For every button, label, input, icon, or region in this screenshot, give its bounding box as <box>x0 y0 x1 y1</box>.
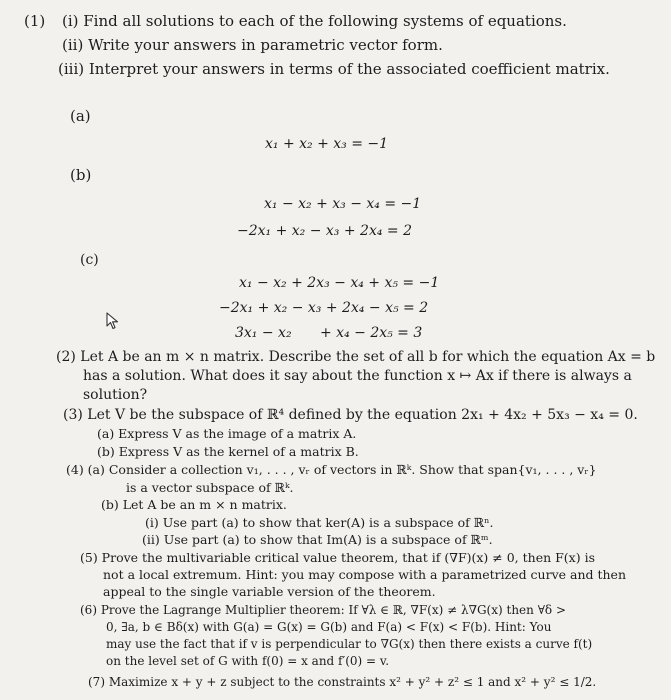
problem-1a-equation: x₁ + x₂ + x₃ = −1 <box>265 136 389 152</box>
problem-1a-label: (a) <box>70 107 91 125</box>
problem-5-line-3: appeal to the single variable version of the theorem. <box>103 584 436 599</box>
problem-1c-equation-1: x₁ − x₂ + 2x₃ − x₄ + x₅ = −1 <box>239 275 440 291</box>
problem-3b: (b) Express V as the kernel of a matrix B. <box>97 444 359 459</box>
problem-4b: (b) Let A be an m × n matrix. <box>101 497 287 512</box>
problem-1c-equation-2: −2x₁ + x₂ − x₃ + 2x₄ − x₅ = 2 <box>219 300 429 316</box>
problem-5-line-1: (5) Prove the multivariable critical value theorem, that if (∇F)(x) ≠ 0, then F(x) is <box>80 550 595 565</box>
problem-2-line-3: solution? <box>83 387 148 403</box>
problem-2-line-2: has a solution. What does it say about the function x ↦ Ax if there is always a <box>83 368 632 384</box>
problem-6-line-3: may use the fact that if v is perpendicular to ∇G(x) then there exists a curve f(t) <box>106 637 593 651</box>
problem-1b-label: (b) <box>70 166 92 184</box>
problem-1c-equation-3-right: + x₄ − 2x₅ = 3 <box>320 325 423 341</box>
problem-1-part-ii: (ii) Write your answers in parametric vector form. <box>62 36 443 54</box>
problem-4a-line-1: (4) (a) Consider a collection v₁, . . . , vᵣ of vectors in ℝᵏ. Show that span{v₁, . . . , vᵣ} <box>66 462 597 477</box>
problem-3-line-1: (3) Let V be the subspace of ℝ⁴ defined by the equation 2x₁ + 4x₂ + 5x₃ − x₄ = 0. <box>63 407 638 423</box>
problem-1b-equation-2: −2x₁ + x₂ − x₃ + 2x₄ = 2 <box>237 223 413 239</box>
problem-3a: (a) Express V as the image of a matrix A. <box>97 426 357 441</box>
mouse-pointer-icon <box>106 312 120 330</box>
problem-2-line-1: (2) Let A be an m × n matrix. Describe the set of all b for which the equation Ax = b <box>56 349 656 365</box>
problem-5-line-2: not a local extremum. Hint: you may compose with a parametrized curve and then <box>103 567 627 582</box>
problem-6-line-2: 0, ∃a, b ∈ Bδ(x) with G(a) = G(x) = G(b) and F(a) < F(x) < F(b). Hint: You <box>106 620 552 634</box>
problem-1-part-i: (i) Find all solutions to each of the following systems of equations. <box>62 12 567 30</box>
problem-4b-ii: (ii) Use part (a) to show that Im(A) is a subspace of ℝᵐ. <box>142 532 493 547</box>
problem-1-number: (1) <box>24 12 46 30</box>
problem-1b-equation-1: x₁ − x₂ + x₃ − x₄ = −1 <box>264 196 422 212</box>
problem-6-line-1: (6) Prove the Lagrange Multiplier theorem: If ∀λ ∈ ℝ, ∇F(x) ≠ λ∇G(x) then ∀δ > <box>80 603 567 617</box>
problem-4b-i: (i) Use part (a) to show that ker(A) is a subspace of ℝⁿ. <box>145 515 494 530</box>
problem-6-line-4: on the level set of G with f(0) = x and f′(0) = v. <box>106 654 390 668</box>
problem-7-line-1: (7) Maximize x + y + z subject to the constraints x² + y² + z² ≤ 1 and x² + y² ≤ 1/2. <box>88 675 597 689</box>
problem-4a-line-2: is a vector subspace of ℝᵏ. <box>126 480 294 495</box>
problem-1c-label: (c) <box>80 252 99 268</box>
problem-1c-equation-3-left: 3x₁ − x₂ <box>235 325 292 341</box>
problem-1-part-iii: (iii) Interpret your answers in terms of the associated coefficient matrix. <box>58 60 610 78</box>
